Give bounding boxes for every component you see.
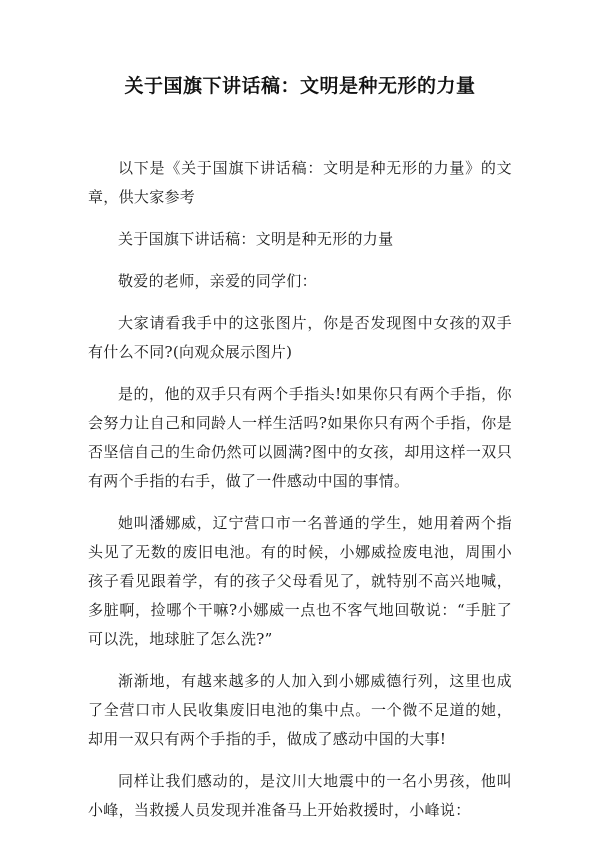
paragraph-intro: 以下是《关于国旗下讲话稿：文明是种无形的力量》的文章，供大家参考: [88, 159, 512, 206]
paragraph: 是的，他的双手只有两个手指头!如果你只有两个手指，你会努力让自己和同龄人一样生活吗?如果你只有两个手指，你是否坚信自己的生命仍然可以圆满?图中的女孩，却用这样一双只有两个手指的右手，做了一件感动中国的事情。: [88, 385, 512, 490]
paragraph-subtitle: 关于国旗下讲话稿：文明是种无形的力量: [118, 230, 394, 248]
paragraph-greeting: 敬爱的老师，亲爱的同学们：: [118, 272, 317, 290]
document-body: [88, 154, 512, 825]
paragraph: 同样让我们感动的，是汶川大地震中的一名小男孩，他叫小峰，当救援人员发现并准备马上开始救援时，小峰说：: [88, 772, 512, 819]
paragraph: 大家请看我手中的这张图片，你是否发现图中女孩的双手有什么不同?(向观众展示图片): [88, 314, 512, 361]
paragraph: 她叫潘娜威，辽宁营口市一名普通的学生，她用着两个指头见了无数的废旧电池。有的时候，小娜威捡废电池，周围小孩子看见跟着学，有的孩子父母看见了，就特别不高兴地喊，多脏啊，捡哪个干嘛?小娜威一点也不客气地回敬说：“手脏了可以洗，地球脏了怎么洗?”: [88, 514, 512, 648]
paragraph: 渐渐地，有越来越多的人加入到小娜威德行列，这里也成了全营口市人民收集废旧电池的集中点。一个微不足道的她，却用一双只有两个手指的手，做成了感动中国的大事!: [88, 672, 512, 748]
document-title: 关于国旗下讲话稿：文明是种无形的力量: [124, 75, 476, 97]
